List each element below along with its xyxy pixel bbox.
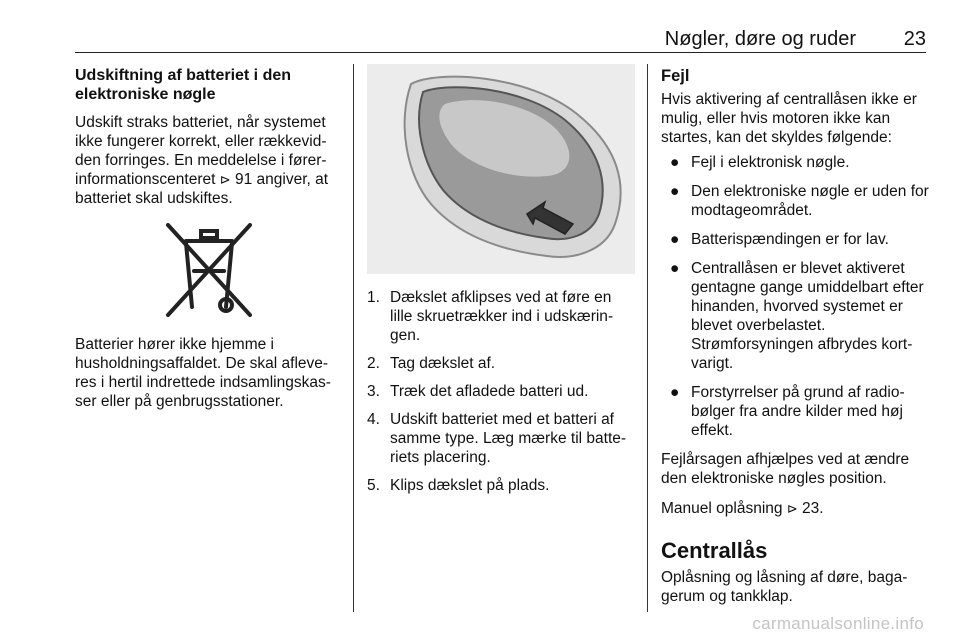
column-divider	[647, 64, 648, 612]
page-reference-icon: ⊳	[786, 501, 798, 516]
chapter-title: Nøgler, døre og ruder	[664, 28, 856, 50]
fault-list	[661, 153, 929, 440]
paragraph-battery-replace: Udskift straks batteriet, når systemet ikke fungerer korrekt, eller rækkevidden forringes. En meddelelse i førerinformationscenteret ⊳ 91 angiver, at batteriet skal udskiftes.	[75, 114, 329, 207]
page-number: 23	[903, 28, 926, 50]
list-item: 4. Udskift batteriet med et batteri af samme type. Læg mærke til batteriets placering.	[367, 411, 627, 466]
list-item: 3. Træk det afladede batteri ud.	[367, 383, 589, 400]
paragraph-fault-intro: Hvis aktivering af centrallåsen ikke er mulig, eller hvis motoren ikke kan startes, kan det skyldes følgende:	[661, 91, 917, 146]
list-item: ● Centrallåsen er blevet aktiveret gentagne gange umiddelbart efter hinanden, hvorved systemet er blevet overbelastet. Strømforsyningen afbrydes kortvarigt.	[670, 260, 924, 372]
section-title-central-lock: Centrallås	[661, 538, 768, 563]
paragraph-remedy: Fejlårsagen afhjælpes ved at ændre den elektroniske nøgles position.	[661, 451, 910, 487]
page-reference-link[interactable]: 91	[234, 171, 253, 188]
list-item: 1. Dækslet afklipses ved at føre en lille skruetrækker ind i udskæringen.	[367, 289, 614, 344]
page-header	[75, 26, 926, 53]
paragraph-manual-unlock: Manuel oplåsning ⊳ 23.	[661, 500, 824, 517]
section-heading-fault: Fejl	[661, 67, 690, 85]
key-fob-illustration	[367, 64, 635, 274]
crossed-out-bin-icon	[154, 219, 264, 321]
steps-list	[367, 288, 635, 495]
section-heading-battery: Udskiftning af batteriet i den elektroniske nøgle	[75, 67, 292, 103]
list-item: ● Fejl i elektronisk nøgle.	[670, 154, 850, 171]
list-item: ● Batterispændingen er for lav.	[670, 231, 889, 248]
column-divider	[353, 64, 354, 612]
page-reference-icon: ⊳	[219, 172, 231, 187]
list-item: 2. Tag dækslet af.	[367, 355, 496, 372]
list-item: ● Den elektroniske nøgle er uden for modtageområdet.	[670, 183, 929, 219]
paragraph-battery-disposal: Batterier hører ikke hjemme i husholdningsaffaldet. De skal afleveres i hertil indrettede indsamlingskasser eller på genbrugsstationer.	[75, 336, 331, 410]
column-middle	[367, 66, 635, 504]
page-reference-link[interactable]: 23.	[802, 500, 824, 517]
column-right	[661, 66, 929, 617]
paragraph-central-lock-intro: Oplåsning og låsning af døre, bagagerum og tankklap.	[661, 569, 908, 605]
watermark-text: carmanualsonline.info	[752, 614, 924, 633]
list-item: 5. Klips dækslet på plads.	[367, 477, 550, 494]
list-item: ● Forstyrrelser på grund af radiobølger fra andre kilder med høj effekt.	[670, 384, 905, 439]
column-left	[75, 66, 343, 422]
